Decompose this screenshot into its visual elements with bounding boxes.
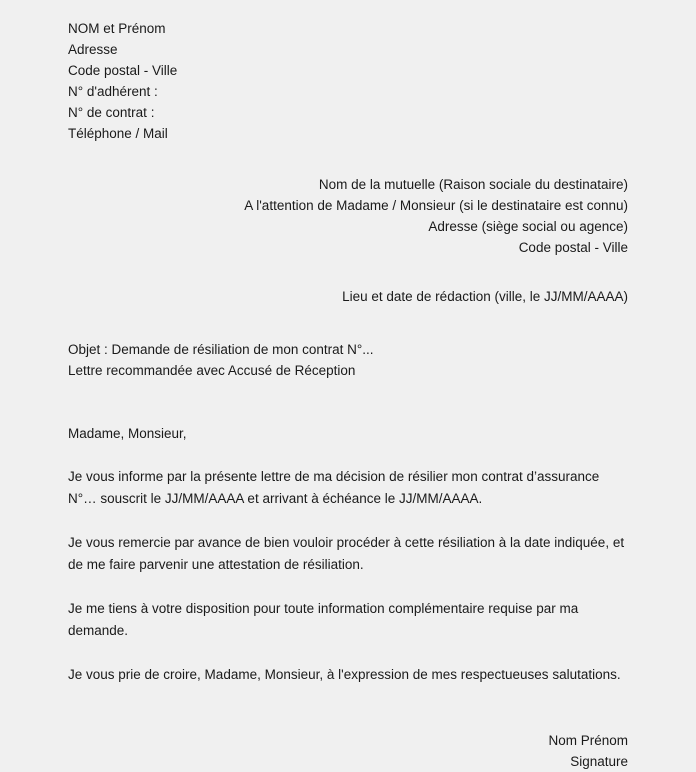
sender-line-address: Adresse xyxy=(68,42,118,57)
recipient-line-postal-city: Code postal - Ville xyxy=(518,240,628,255)
recipient-line-company: Nom de la mutuelle (Raison sociale du destinataire) xyxy=(318,177,628,192)
body-paragraph-3: Je me tiens à votre disposition pour toute information complémentaire requise par ma demande. xyxy=(68,601,579,638)
recipient-line-address: Adresse (siège social ou agence) xyxy=(428,219,628,234)
sender-line-contact: Téléphone / Mail xyxy=(68,126,168,141)
salutation xyxy=(68,423,628,444)
signature-block xyxy=(68,730,628,772)
sender-line-member-number: N° d'adhérent : xyxy=(68,84,158,99)
sender-line-postal-city: Code postal - Ville xyxy=(68,63,178,78)
salutation-line: Madame, Monsieur, xyxy=(68,426,187,441)
recipient-block xyxy=(68,174,628,258)
signature-name: Nom Prénom xyxy=(548,733,628,748)
place-date-line: Lieu et date de rédaction (ville, le JJ/MM/AAAA) xyxy=(342,289,628,304)
sender-block xyxy=(68,18,628,144)
sender-line-contract-number: N° de contrat : xyxy=(68,105,155,120)
subject-block xyxy=(68,339,628,381)
signature-label: Signature xyxy=(570,754,628,769)
body-paragraph-1: Je vous informe par la présente lettre de ma décision de résilier mon contrat d’assurance N°… souscrit le JJ/MM/AAAA et arrivant à échéance le JJ/MM/AAAA. xyxy=(68,469,600,506)
body-paragraph-2: Je vous remercie par avance de bien vouloir procéder à cette résiliation à la date indiquée, et de me faire parvenir une attestation de résiliation. xyxy=(68,535,625,572)
subject-line: Objet : Demande de résiliation de mon contrat N°... xyxy=(68,342,374,357)
body-paragraph-4: Je vous prie de croire, Madame, Monsieur, à l'expression de mes respectueuses salutations. xyxy=(68,667,621,682)
place-and-date xyxy=(68,286,628,307)
sender-line-name: NOM et Prénom xyxy=(68,21,166,36)
recipient-line-attention: A l'attention de Madame / Monsieur (si le destinataire est connu) xyxy=(244,198,628,213)
registered-mail-line: Lettre recommandée avec Accusé de Réception xyxy=(68,363,356,378)
